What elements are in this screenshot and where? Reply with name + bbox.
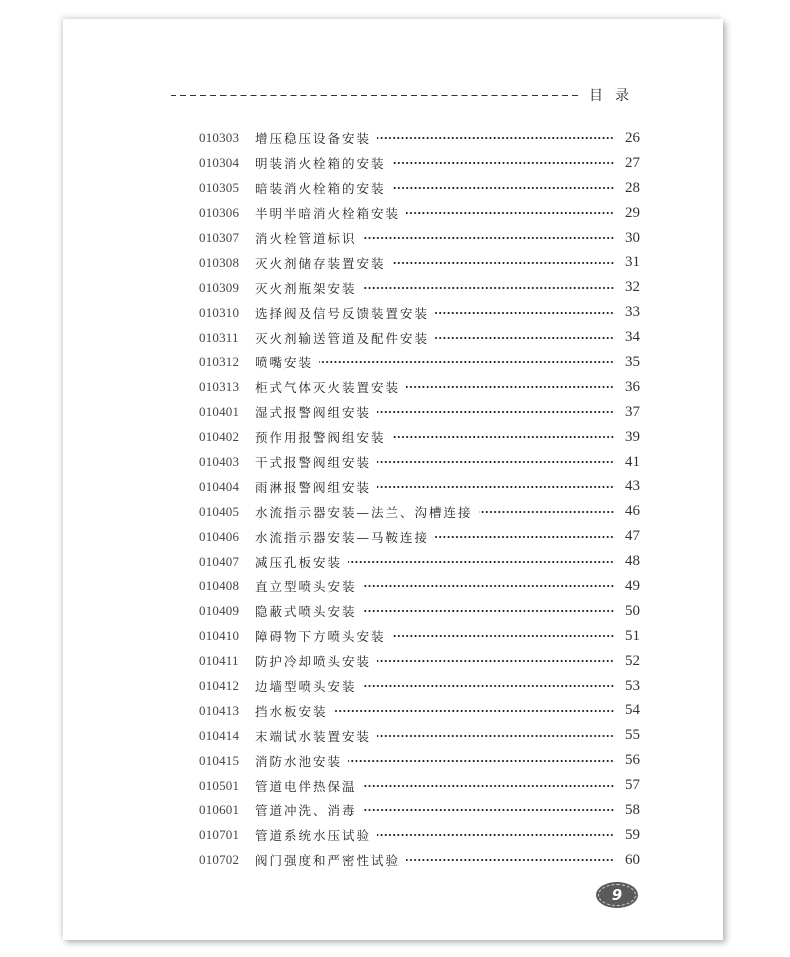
toc-entry-title: 障碍物下方喷头安装 — [255, 629, 386, 645]
toc-dot-leader — [348, 557, 614, 567]
toc-entry-code: 010308 — [199, 254, 240, 270]
toc-entry-code: 010403 — [199, 454, 240, 470]
toc-entry-title: 水流指示器安装—法兰、沟槽连接 — [255, 504, 473, 520]
toc-entry-page: 47 — [625, 528, 640, 545]
toc-entry-code: 010401 — [199, 404, 240, 420]
toc-entry-page: 48 — [625, 553, 640, 570]
toc-entry-title: 半明半暗消火栓箱安装 — [255, 206, 401, 222]
toc-dot-leader — [319, 357, 614, 367]
toc-entry-page: 60 — [625, 851, 640, 868]
toc-entry-code: 010307 — [199, 230, 240, 245]
toc-entry-page: 49 — [625, 577, 640, 594]
toc-entry-page: 33 — [625, 304, 640, 321]
toc-entry-page: 27 — [625, 154, 640, 171]
toc-entry-title: 喷嘴安装 — [255, 355, 314, 371]
toc-entry[interactable] — [199, 350, 640, 375]
toc-entry-title: 灭火剂储存装置安装 — [255, 255, 386, 271]
toc-entry-title: 预作用报警阀组安装 — [255, 430, 386, 446]
toc-entry[interactable] — [199, 773, 640, 798]
toc-entry-page: 31 — [625, 254, 640, 271]
toc-dot-leader — [435, 333, 614, 343]
toc-entry-page: 26 — [625, 129, 640, 146]
toc-entry-code: 010412 — [199, 678, 240, 694]
toc-dot-leader — [435, 532, 614, 542]
header-title: 目录 — [589, 88, 641, 104]
toc-entry-code: 010311 — [199, 329, 239, 345]
toc-entry[interactable] — [199, 549, 640, 574]
running-header — [171, 85, 641, 105]
toc-entry-code: 010313 — [199, 379, 240, 395]
toc-entry[interactable] — [199, 425, 640, 450]
toc-dot-leader — [363, 606, 614, 616]
toc-dot-leader — [435, 308, 614, 318]
toc-entry[interactable] — [199, 226, 640, 251]
toc-entry-code: 010303 — [199, 130, 240, 146]
toc-entry-code: 010414 — [199, 727, 240, 743]
toc-entry[interactable] — [199, 375, 640, 400]
toc-entry[interactable] — [199, 624, 640, 649]
header-dashed-rule — [171, 95, 581, 96]
toc-entry-title: 消防水池安装 — [255, 753, 343, 769]
toc-dot-leader — [406, 208, 614, 218]
toc-entry-title: 暗装消火栓箱的安装 — [255, 181, 386, 197]
toc-entry-code: 010413 — [199, 702, 240, 718]
toc-entry-code: 010304 — [199, 155, 240, 171]
toc-entry[interactable] — [199, 823, 640, 848]
toc-entry-code: 010312 — [199, 354, 240, 370]
toc-entry-page: 32 — [625, 279, 640, 296]
toc-entry-title: 直立型喷头安装 — [255, 579, 357, 595]
toc-entry-page: 46 — [625, 503, 640, 520]
toc-entry-page: 52 — [625, 652, 640, 669]
toc-entry-code: 010404 — [199, 478, 240, 494]
toc-entry-title: 阀门强度和严密性试验 — [255, 853, 401, 869]
toc-entry-title: 防护冷却喷头安装 — [255, 654, 372, 670]
toc-entry-code: 010701 — [199, 827, 240, 843]
toc-entry[interactable] — [199, 748, 640, 773]
toc-entry-page: 51 — [625, 627, 640, 644]
toc-entry-title: 水流指示器安装—马鞍连接 — [255, 529, 430, 545]
toc-dot-leader — [377, 830, 614, 840]
toc-entry[interactable] — [199, 400, 640, 425]
toc-entry-code: 010306 — [199, 205, 240, 221]
page-number-badge — [596, 882, 638, 908]
toc-entry-code: 010305 — [199, 180, 240, 196]
toc-entry-code: 010501 — [199, 777, 240, 793]
toc-entry-title: 明装消火栓箱的安装 — [255, 156, 386, 172]
toc-entry[interactable] — [199, 151, 640, 176]
toc-dot-leader — [377, 407, 614, 417]
toc-entry-code: 010408 — [199, 578, 240, 594]
toc-entry-title: 减压孔板安装 — [255, 554, 343, 570]
toc-dot-leader — [377, 133, 614, 143]
toc-entry-page: 39 — [625, 428, 640, 445]
toc-dot-leader — [363, 781, 614, 791]
toc-entry[interactable] — [199, 698, 640, 723]
toc-entry-page: 58 — [625, 801, 640, 818]
toc-entry-page: 28 — [625, 179, 640, 196]
toc-entry-code: 010310 — [199, 304, 240, 320]
toc-dot-leader — [363, 581, 614, 591]
toc-entry-page: 57 — [625, 777, 640, 794]
toc-entry[interactable] — [199, 325, 640, 350]
toc-entry-title: 柜式气体灭火装置安装 — [255, 380, 401, 396]
toc-dot-leader — [392, 183, 614, 193]
toc-entry-page: 30 — [625, 229, 640, 246]
toc-entry-code: 010405 — [199, 503, 240, 519]
toc-entry[interactable] — [199, 450, 640, 475]
toc-entry-title: 增压稳压设备安装 — [255, 131, 372, 147]
toc-dot-leader — [363, 283, 614, 293]
toc-dot-leader — [363, 805, 614, 815]
toc-entry-title: 管道系统水压试验 — [255, 828, 372, 844]
toc-dot-leader — [406, 382, 614, 392]
toc-entry-title: 隐蔽式喷头安装 — [255, 604, 357, 620]
toc-entry-code: 010601 — [199, 802, 240, 818]
toc-dot-leader — [377, 482, 614, 492]
toc-dot-leader — [377, 731, 614, 741]
toc-entry-code: 010411 — [199, 653, 239, 669]
toc-entry-page: 43 — [625, 478, 640, 495]
toc-dot-leader — [377, 656, 614, 666]
toc-dot-leader — [363, 681, 614, 691]
toc-entry[interactable] — [199, 499, 640, 524]
toc-entry-page: 59 — [625, 826, 640, 843]
toc-entry-title: 选择阀及信号反馈装置安装 — [255, 305, 430, 321]
toc-entry-title: 末端试水装置安装 — [255, 728, 372, 744]
toc-dot-leader — [392, 432, 614, 442]
toc-entry-code: 010309 — [199, 279, 240, 295]
toc-entry-page: 41 — [625, 453, 640, 470]
toc-dot-leader — [392, 158, 614, 168]
toc-entry-code: 010409 — [199, 603, 240, 619]
toc-dot-leader — [363, 233, 614, 243]
toc-entry-page: 37 — [625, 403, 640, 420]
toc-entry-title: 边墙型喷头安装 — [255, 679, 357, 695]
toc-entry-title: 雨淋报警阀组安装 — [255, 479, 372, 495]
toc-dot-leader — [479, 507, 614, 517]
toc-dot-leader — [392, 258, 614, 268]
toc-entry[interactable] — [199, 126, 640, 151]
toc-dot-leader — [377, 457, 614, 467]
toc-entry-page: 35 — [625, 353, 640, 370]
toc-entry-code: 010702 — [199, 852, 240, 868]
toc-entry[interactable] — [199, 250, 640, 275]
page-number: 9 — [611, 886, 623, 904]
toc-entry[interactable] — [199, 300, 640, 325]
toc-entry-title: 挡水板安装 — [255, 703, 328, 719]
toc-entry-title: 干式报警阀组安装 — [255, 455, 372, 471]
toc-entry-title: 灭火剂输送管道及配件安装 — [255, 330, 430, 346]
toc-entry-title: 管道冲洗、消毒 — [255, 803, 357, 819]
toc-entry-page: 36 — [625, 378, 640, 395]
toc-entry-page: 53 — [625, 677, 640, 694]
toc-dot-leader — [392, 631, 614, 641]
toc-entry-page: 34 — [625, 329, 640, 346]
toc-entry-code: 010406 — [199, 528, 240, 544]
toc-entry-page: 50 — [625, 602, 640, 619]
toc-entry-title: 湿式报警阀组安装 — [255, 405, 372, 421]
toc-entry-title: 灭火剂瓶架安装 — [255, 280, 357, 296]
toc-entry-page: 29 — [625, 204, 640, 221]
toc-entry[interactable] — [199, 574, 640, 599]
toc-entry-code: 010407 — [199, 553, 240, 569]
table-of-contents — [199, 126, 640, 873]
toc-dot-leader — [406, 855, 614, 865]
toc-entry[interactable] — [199, 524, 640, 549]
toc-dot-leader — [334, 706, 614, 716]
toc-entry[interactable] — [199, 176, 640, 201]
toc-entry-page: 54 — [625, 702, 640, 719]
toc-entry-title: 消火栓管道标识 — [255, 231, 357, 246]
toc-entry-code: 010410 — [199, 628, 240, 644]
document-page — [63, 19, 723, 940]
toc-entry-page: 56 — [625, 752, 640, 769]
toc-entry-code: 010402 — [199, 429, 240, 445]
toc-entry[interactable] — [199, 474, 640, 499]
toc-entry[interactable] — [199, 798, 640, 823]
toc-entry[interactable] — [199, 649, 640, 674]
toc-entry[interactable] — [199, 848, 640, 873]
toc-entry-page: 55 — [625, 727, 640, 744]
toc-entry[interactable] — [199, 723, 640, 748]
toc-entry[interactable] — [199, 674, 640, 699]
toc-entry-title: 管道电伴热保温 — [255, 778, 357, 794]
toc-entry[interactable] — [199, 599, 640, 624]
toc-entry[interactable] — [199, 275, 640, 300]
toc-entry[interactable] — [199, 201, 640, 226]
toc-dot-leader — [348, 756, 614, 766]
toc-entry-code: 010415 — [199, 752, 240, 768]
